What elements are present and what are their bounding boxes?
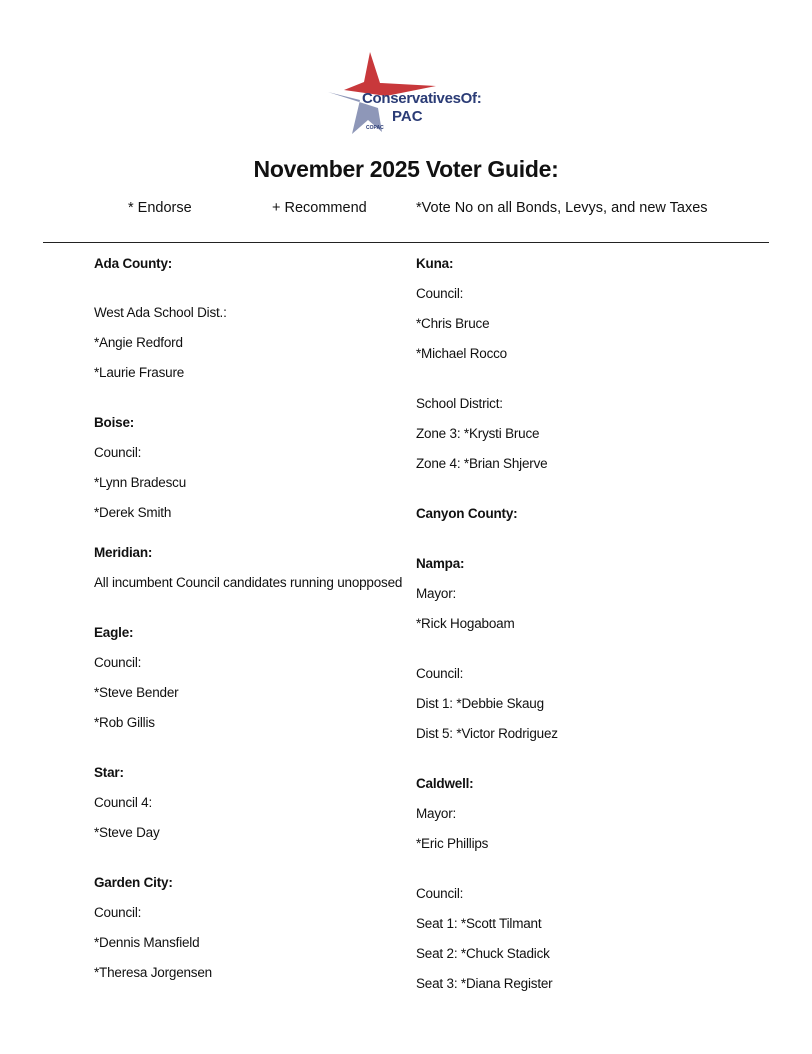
right-entry: Seat 2: *Chuck Stadick [416,946,550,961]
left-entry: All incumbent Council candidates running unopposed [94,575,403,590]
right-entry: *Chris Bruce [416,316,490,331]
right-entry: Seat 3: *Diana Register [416,976,553,991]
right-entry: Council: [416,666,464,681]
legend-recommend: + Recommend [272,200,367,216]
left-entry: Council: [94,905,142,920]
left-entry: *Theresa Jorgensen [94,965,212,980]
right-entry: Dist 5: *Victor Rodriguez [416,726,558,741]
left-entry: *Angie Redford [94,335,183,350]
right-heading: Kuna: [416,256,454,271]
right-entry: Mayor: [416,806,457,821]
left-entry: *Derek Smith [94,505,172,520]
left-heading: Meridian: [94,545,153,560]
divider [43,242,769,243]
left-heading: Garden City: [94,875,173,890]
right-entry: *Michael Rocco [416,346,507,361]
right-entry: Zone 3: *Krysti Bruce [416,426,540,441]
left-entry: Council 4: [94,795,153,810]
right-entry: Mayor: [416,586,457,601]
left-entry: *Steve Bender [94,685,179,700]
right-entry: Council: [416,286,464,301]
right-heading: Nampa: [416,556,465,571]
left-heading: Ada County: [94,256,173,271]
left-entry: *Steve Day [94,825,160,840]
right-entry: Dist 1: *Debbie Skaug [416,696,544,711]
left-heading: Star: [94,765,124,780]
right-entry: School District: [416,396,503,411]
page-title: November 2025 Voter Guide: [253,156,559,182]
right-heading: Canyon County: [416,506,518,521]
left-entry: Council: [94,445,142,460]
left-heading: Boise: [94,415,135,430]
left-entry: *Laurie Frasure [94,365,185,380]
right-entry: Seat 1: *Scott Tilmant [416,916,542,931]
right-entry: *Eric Phillips [416,836,489,851]
logo-name-line1: ConservativesOf: [362,90,482,107]
left-entry: *Lynn Bradescu [94,475,187,490]
right-heading: Caldwell: [416,776,474,791]
left-entry: West Ada School Dist.: [94,305,227,320]
right-entry: Council: [416,886,464,901]
left-heading: Eagle: [94,625,134,640]
legend-vote-no: *Vote No on all Bonds, Levys, and new Taxes [416,200,708,216]
left-entry: *Rob Gillis [94,715,155,730]
right-entry: *Rick Hogaboam [416,616,515,631]
logo [326,50,496,136]
logo-small-text: COPAC [366,125,384,131]
legend-endorse: * Endorse [128,200,192,216]
left-entry: Council: [94,655,142,670]
left-entry: *Dennis Mansfield [94,935,200,950]
logo-name-line2: PAC [392,108,423,125]
right-entry: Zone 4: *Brian Shjerve [416,456,548,471]
